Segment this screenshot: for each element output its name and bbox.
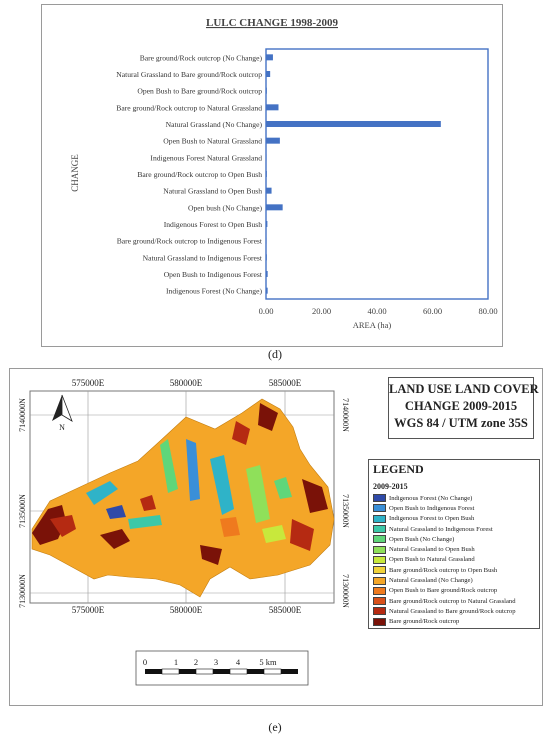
bar-2	[266, 71, 270, 77]
x-tick-labels	[259, 306, 498, 316]
legend-label: Indigenous Forest (No Change)	[389, 494, 473, 502]
bar-7	[266, 154, 267, 160]
legend-swatch	[373, 504, 386, 512]
scale-label-2: 2	[193, 657, 199, 667]
category-label-7: Indigenous Forest Natural Grassland	[150, 153, 262, 163]
category-label-11: Indigenous Forest to Open Bush	[163, 220, 262, 229]
lulc-bar-chart	[42, 5, 502, 346]
legend-swatch	[373, 597, 386, 605]
map-panel-e	[9, 368, 543, 706]
bar-group	[266, 54, 441, 293]
legend-label: Natural Grassland to Indigenous Forest	[389, 525, 493, 533]
map-title-line-3: WGS 84 / UTM zone 35S	[394, 416, 528, 430]
category-label-3: Open Bush to Bare ground/Rock outcrop	[137, 86, 262, 96]
chart-panel-d	[41, 4, 503, 347]
legend-swatch	[373, 566, 386, 574]
legend-subtitle: 2009-2015	[373, 482, 408, 491]
figure-label-e: (e)	[268, 720, 282, 734]
category-label-2: Natural Grassland to Bare ground/Rock outcrop	[116, 70, 262, 79]
top-coord-3: 585000E	[268, 378, 302, 388]
scale-label-3: 3	[213, 657, 219, 667]
category-label-15: Indigenous Forest (No Change)	[166, 286, 262, 296]
x-axis-label: AREA (ha)	[352, 320, 392, 330]
bar-4	[266, 104, 278, 110]
bar-8	[266, 171, 267, 177]
category-label-1: Bare ground/Rock outcrop (No Change)	[139, 53, 262, 63]
x-tick-1: 0.00	[258, 306, 274, 316]
bar-15	[266, 288, 268, 294]
left-coord-3: 7130000N	[18, 574, 27, 608]
legend-list	[373, 493, 516, 627]
legend-label: Indigenous Forest to Open Bush	[389, 515, 475, 523]
map-title-box	[388, 377, 539, 439]
left-coord-1: 7140000N	[18, 398, 27, 432]
legend-swatch	[373, 618, 386, 626]
map-title-line-2: CHANGE 2009-2015	[404, 399, 518, 413]
top-coord-1: 575000E	[71, 378, 105, 388]
legend-item	[373, 534, 516, 544]
legend-label: Bare ground/Rock outcrop to Open Bush	[389, 566, 498, 574]
legend-title: LEGEND	[373, 462, 424, 476]
bottom-coord-2: 580000E	[169, 605, 203, 615]
legend-item	[373, 524, 516, 534]
legend-item	[373, 544, 516, 554]
right-coord-1: 7140000N	[341, 398, 350, 432]
bottom-coord-1: 575000E	[71, 605, 105, 615]
category-label-5: Natural Grassland (No Change)	[165, 120, 262, 129]
north-label: N	[59, 423, 65, 432]
legend-swatch	[373, 546, 386, 554]
left-coord-2: 7135000N	[18, 494, 27, 528]
legend-swatch	[373, 535, 386, 543]
bar-13	[266, 254, 267, 260]
bar-1	[266, 54, 273, 60]
category-label-8: Bare ground/Rock outcrop to Open Bush	[137, 170, 262, 179]
category-label-13: Natural Grassland to Indigenous Forest	[142, 253, 262, 263]
legend-item	[373, 493, 516, 503]
y-axis-label: CHANGE	[70, 154, 80, 192]
legend-label: Open Bush (No Change)	[389, 535, 455, 543]
x-tick-5: 80.00	[478, 306, 498, 316]
legend-swatch	[373, 587, 386, 595]
legend-swatch	[373, 577, 386, 585]
legend-swatch	[373, 607, 386, 615]
legend-label: Natural Grassland to Open Bush	[389, 546, 475, 554]
category-label-12: Bare ground/Rock outcrop to Indigenous Forest	[116, 236, 262, 246]
legend-item	[373, 617, 516, 627]
category-label-6: Open Bush to Natural Grassland	[163, 136, 262, 146]
chart-title: LULC CHANGE 1998-2009	[205, 17, 339, 29]
legend-item	[373, 575, 516, 585]
category-label-14: Open Bush to Indigenous Forest	[163, 270, 262, 279]
legend-swatch	[373, 525, 386, 533]
legend-item	[373, 586, 516, 596]
scale-label-4: 4	[235, 657, 241, 667]
bottom-coord-3: 585000E	[268, 605, 302, 615]
bar-3	[266, 88, 267, 94]
bar-9	[266, 188, 272, 194]
scale-label-5: 5 km	[259, 657, 277, 667]
legend-item	[373, 503, 516, 513]
x-tick-2: 20.00	[311, 306, 332, 316]
right-coord-2: 7135000N	[341, 494, 350, 528]
category-label-10: Open bush (No Change)	[187, 203, 262, 213]
legend-item	[373, 606, 516, 616]
bar-14	[266, 271, 268, 277]
figure-label-d: (d)	[268, 347, 282, 361]
scale-label-0: 0	[142, 657, 148, 667]
legend-label: Natural Grassland (No Change)	[389, 577, 473, 585]
bar-11	[266, 221, 267, 227]
legend-item	[373, 596, 516, 606]
legend-label: Bare ground/Rock outcrop	[389, 618, 460, 626]
legend-item	[373, 565, 516, 575]
bar-10	[266, 204, 283, 210]
right-coord-3: 7130000N	[341, 574, 350, 608]
scale-bar	[136, 651, 308, 685]
bar-5	[266, 121, 441, 127]
map-legend	[368, 459, 540, 629]
scale-label-1: 1	[173, 657, 179, 667]
bar-6	[266, 138, 280, 144]
legend-label: Natural Grassland to Bare ground/Rock outcrop	[389, 607, 516, 615]
legend-item	[373, 555, 516, 565]
map-title-line-1: LAND USE LAND COVER	[389, 382, 539, 396]
bar-12	[266, 238, 267, 244]
legend-swatch	[373, 494, 386, 502]
category-label-4: Bare ground/Rock outcrop to Natural Grassland	[116, 103, 262, 113]
plot-frame	[266, 49, 488, 299]
legend-swatch	[373, 556, 386, 564]
x-tick-4: 60.00	[422, 306, 443, 316]
legend-swatch	[373, 515, 386, 523]
legend-item	[373, 514, 516, 524]
top-coord-2: 580000E	[169, 378, 203, 388]
legend-label: Open Bush to Indigenous Forest	[389, 504, 475, 512]
legend-label: Bare ground/Rock outcrop to Natural Grassland	[389, 597, 516, 605]
category-label-9: Natural Grassland to Open Bush	[163, 186, 262, 196]
legend-label: Open Bush to Natural Grassland	[389, 556, 475, 564]
x-tick-3: 40.00	[367, 306, 387, 316]
category-labels	[116, 53, 263, 295]
legend-label: Open Bush to Bare ground/Rock outcrop	[389, 587, 498, 595]
